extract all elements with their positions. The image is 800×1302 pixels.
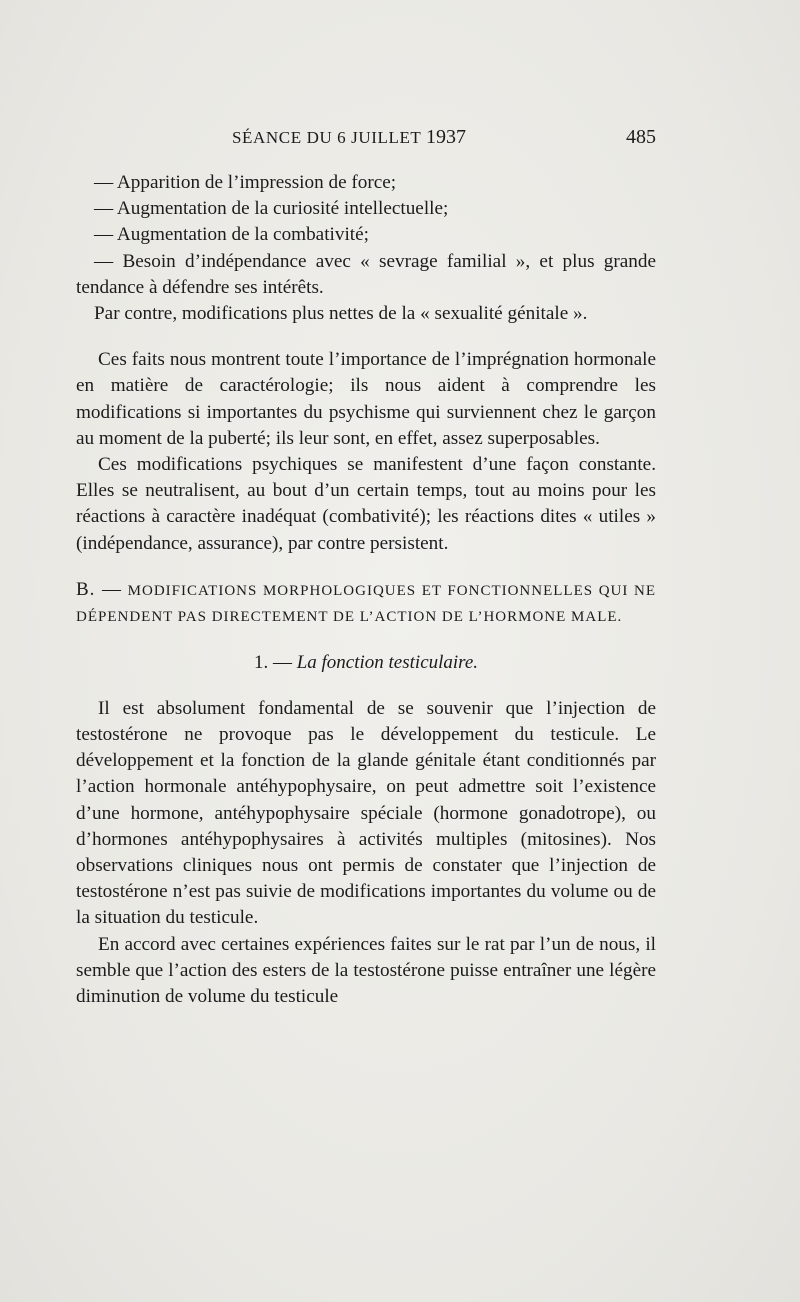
section-heading <box>76 577 656 630</box>
list-item: — Apparition de l’impression de force; <box>94 172 397 193</box>
paragraph: En accord avec certaines expériences faites sur le rat par l’un de nous, il semble que l’action des esters de la testostérone puisse entraîner une légère diminution de volume du testicule <box>76 933 656 1008</box>
list-item: — Augmentation de la curiosité intellectuelle; <box>94 198 449 220</box>
subsection-title: La fonction testiculaire. <box>296 651 479 673</box>
section-label: B. — <box>76 578 123 600</box>
subsection-heading <box>76 650 656 676</box>
list-item: — Besoin d’indépendance avec « sevrage familial », et plus grande tendance à défendre ses intérêts. <box>76 250 656 298</box>
subsection-number: 1. — <box>253 651 292 673</box>
page-body <box>76 170 656 1010</box>
paragraph: Ces faits nous montrent toute l’importance de l’imprégnation hormonale en matière de caractérologie; ils nous aident à comprendre les modifications si importantes du psychisme qui surviennent chez le garçon au moment de la puberté; ils leur sont, en effet, assez superposables. <box>76 349 656 449</box>
section-title: MODIFICATIONS MORPHOLOGIQUES ET FONCTIONNELLES QUI NE DÉPENDENT PAS DIRECTEMENT DE L’ACTION DE L’HORMONE MALE. <box>76 582 656 625</box>
page-header <box>76 126 656 156</box>
running-head: SÉANCE DU 6 JUILLET 1937 <box>232 126 466 148</box>
contrast-line: Par contre, modifications plus nettes de la « sexualité génitale ». <box>94 303 588 325</box>
page-number: 485 <box>626 126 656 148</box>
paragraph: Ces modifications psychiques se manifestent d’une façon constante. Elles se neutralisent, au bout d’un certain temps, tout au moins pour les réactions à caractère inadéquat (combativité); les réactions dites « utiles » (indépendance, assurance), par contre persistent. <box>76 454 656 554</box>
list-item: — Augmentation de la combativité; <box>94 224 369 246</box>
running-head-year: 1937 <box>425 126 466 148</box>
paragraph: Il est absolument fondamental de se souvenir que l’injection de testostérone ne provoque pas le développement du testicule. Le développement et la fonction de la glande génitale étant conditionnés par l’action hormonale antéhypophysaire, on peut admettre soit l’existence d’une hormone, antéhypophysaire spéciale (hormone gonadotrope), ou d’hormones antéhypophysaires à activités multiples (mitosines). Nos observations cliniques nous ont permis de constater que l’injection de testostérone n’est pas suivie de modifications importantes du volume ou de la situation du testicule. <box>76 697 656 929</box>
